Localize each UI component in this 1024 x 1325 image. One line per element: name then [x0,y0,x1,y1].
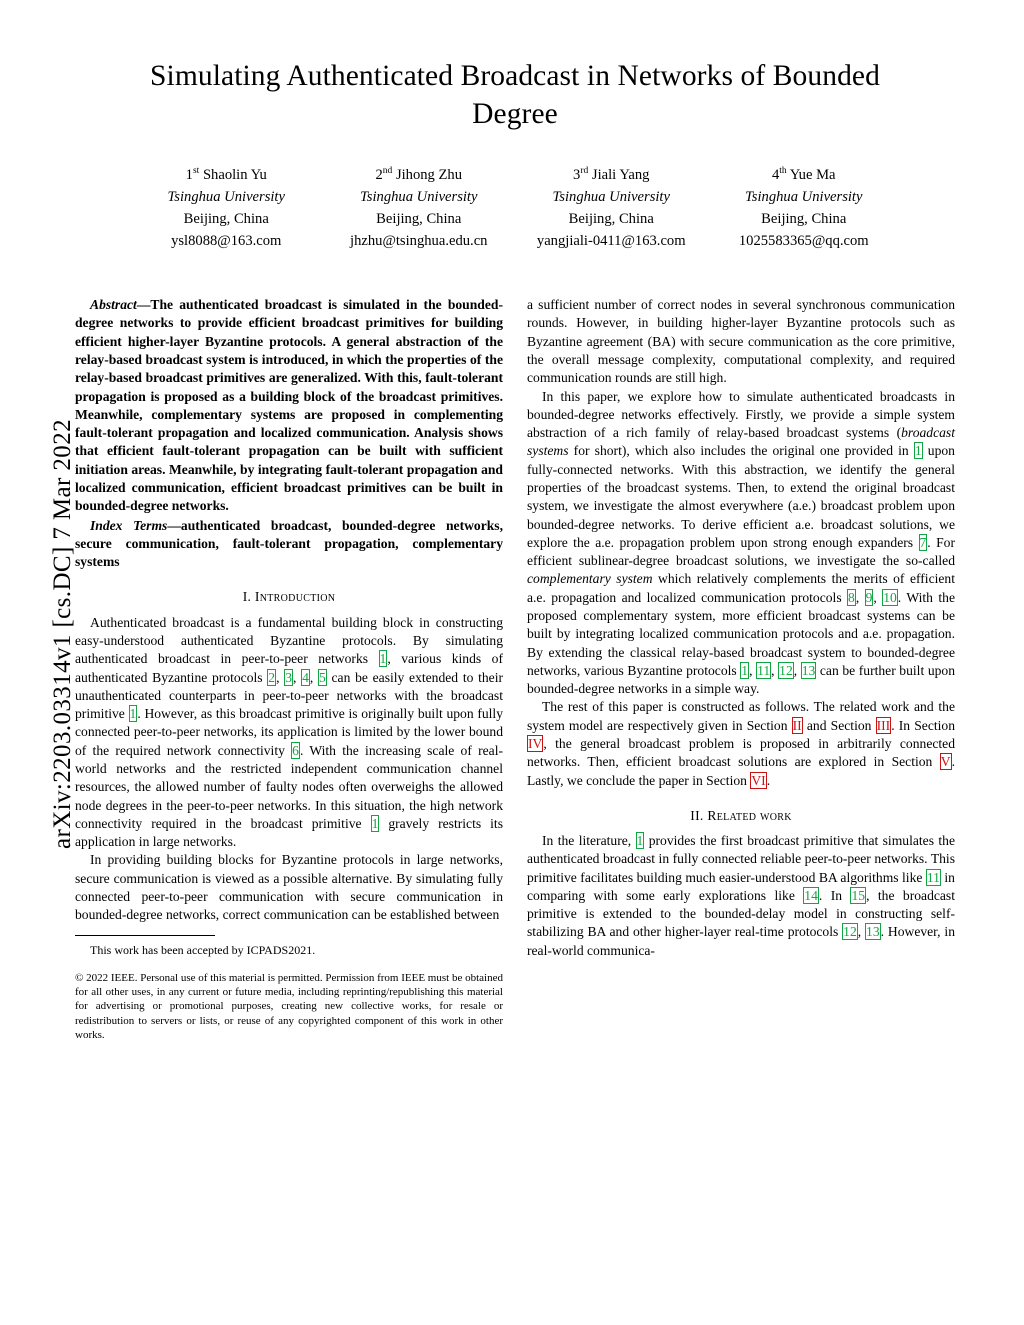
right-column [527,296,955,1042]
citation-link[interactable]: 14 [804,887,818,903]
text-run: In the literature, [542,833,636,849]
citation-link[interactable]: 7 [919,534,927,550]
index-terms [75,517,503,572]
author-block [708,164,901,253]
section-reference-link[interactable]: III [876,717,891,733]
author-email: ysl8088@163.com [171,233,282,250]
body-columns [75,296,955,1042]
author-location: Beijing, China [761,210,847,227]
section-heading-related-work: II. Related work [690,807,792,823]
author-ordinal: 3 [573,166,581,183]
text-run: In this paper, we explore how to simulate authenticated broadcasts in bounded-degree networks effectively. Firstly, we provide a simple system abstraction of a rich family of relay-based broadcast systems ( [527,388,955,441]
author-ordinal-suffix: st [192,165,200,176]
citation-link[interactable]: 12 [843,924,857,940]
abstract-text: —The authenticated broadcast is simulated in the bounded-degree networks to provide efficient broadcast primitives for building efficient higher-layer Byzantine protocols. A general abstraction of the relay-based broadcast system is introduced, in which the properties of the relay-based broadcast primitives are generalized. With this, fault-tolerant propagation is proposed as a building block of the broadcast primitives. Meanwhile, complementary systems are proposed in complementing fault-tolerant propagation and localized communication. Analysis shows that efficient fault-tolerant propagation can be built with sufficient initiation areas. Meanwhile, by integrating fault-tolerant propagation and localized communication, efficient broadcast primitives can be built in bounded-degree networks. [75,297,503,514]
text-run: . [766,772,771,788]
abstract [75,296,503,515]
intro-paragraph-4: In this paper, we explore how to simulate authenticated broadcasts in bounded-degree networks effectively. Firstly, we provide a simple system abstraction of a rich family of relay-based broadcast systems (broadcast systems for short), which also includes the original one provided in 1 upon fully-connected networks. With this abstraction, we identify the general properties of the broadcast systems. Then, to extend the original broadcast system, we investigate the almost everywhere (a.e.) broadcast problem upon bounded-degree networks. To derive efficient a.e. broadcast solutions, we explore the a.e. propagation problem upon strong enough expanders 7. For efficient sublinear-degree broadcast solutions, we investigate the so-called complementary system which relatively complements the merits of efficient a.e. propagation and localized communication protocols 8, 9, 10. With the proposed complementary system, more efficient broadcast systems can be built by integrating localized communication protocols and a.e. propagation. By extending the classical relay-based broadcast system to bounded-degree networks, various Byzantine protocols 1, 11, 12, 13 can be further built upon bounded-degree networks in a simple way. [527,388,956,697]
author-ordinal-name [130,164,323,186]
author-block [515,164,708,253]
citation-link[interactable]: 13 [866,924,880,940]
author-block [130,164,323,253]
citation-link[interactable]: 3 [285,669,292,685]
intro-paragraph-2: In providing building blocks for Byzantine protocols in large networks, secure communication is viewed as a possible alternative. By simulating fully connected peer-to-peer communication with secure communication in bounded-degree networks, correct communication can be established between [75,852,503,923]
author-ordinal-suffix: nd [382,165,393,176]
section-reference-link[interactable]: II [792,717,802,733]
text-run: for short), which also includes the original one provided in [568,443,914,459]
citation-link[interactable]: 11 [926,869,940,885]
text-run: can be easily extended to their unauthenticated counterparts in peer-to-peer networks with the broadcast primitive [75,669,504,722]
citation-link[interactable]: 11 [757,662,771,678]
text-run: upon fully-connected networks. With this abstraction, we identify the general properties of the broadcast systems. Then, to extend the original broadcast system, we investigate the almost everywhere (a.e.) broadcast problem upon bounded-degree networks. To derive efficient a.e. broadcast solutions, we explore the a.e. propagation problem upon strong enough expanders [527,443,955,550]
author-ordinal-name [515,164,708,186]
text-run: . However, as this broadcast primitive is originally built upon fully connected peer-to-peer networks, its application is limited by the lower bound of the required network connectivity [75,706,504,758]
page-title: Simulating Authenticated Broadcast in Networks of Bounded Degree [150,60,880,130]
emphasis-text: complementary system [527,571,653,587]
text-run: . In Section [891,717,955,733]
text-run: provides the first broadcast primitive that simulates the authenticated broadcast in fully connected reliable peer-to-peer networks. This primitive facilitates building much easier-understood BA algorithms like [527,833,955,885]
footnote-divider [75,935,215,936]
footnote-acceptance: This work has been accepted by ICPADS2021. [90,943,316,958]
related-work-paragraph-1: In the literature, 1 provides the first broadcast primitive that simulates the authenticated broadcast in fully connected reliable peer-to-peer networks. This primitive facilitates building much easier-understood BA algorithms like 11 in comparing with some early explorations like 14. In 15, the broadcast primitive is extended to the bounded-delay model in constructing self-stabilizing BA and other higher-layer real-time protocols 12, 13. However, in real-world communica- [527,833,956,958]
paper-content [75,58,955,1042]
author-ordinal: 4 [771,166,780,183]
index-terms-label: Index Terms [90,517,168,533]
section-reference-link[interactable]: V [940,754,951,770]
author-name: Shaolin Yu [202,166,267,183]
author-affiliation: Tsinghua University [552,188,670,205]
text-run: , the general broadcast problem is proposed in arbitrarily connected networks. Then, efficient broadcast solutions are explored in Section [527,735,955,770]
citation-link[interactable]: 10 [883,589,897,605]
text-run: . Lastly, we conclude the paper in Section [527,754,955,788]
citation-link[interactable]: 6 [292,742,299,758]
section-reference-link[interactable]: IV [528,735,543,751]
citation-link[interactable]: 15 [851,887,866,903]
author-affiliation: Tsinghua University [167,188,285,205]
left-column [75,296,503,1042]
author-email: yangjiali-0411@163.com [536,233,686,250]
text-run: . However, in real-world communica- [527,924,955,958]
citation-link[interactable]: 1 [371,815,379,831]
text-run: and Section [802,717,876,733]
author-ordinal-suffix: th [779,165,787,176]
abstract-label: Abstract [90,297,137,313]
citation-link[interactable]: 1 [741,662,749,678]
citation-link[interactable]: 8 [848,589,855,605]
arxiv-stamp: arXiv:2203.03314v1 [cs.DC] 7 Mar 2022 [49,418,76,850]
text-run: which relatively complements the merits of efficient a.e. propagation and localized communication protocols [527,571,955,605]
author-ordinal-name [323,164,516,186]
author-name: Jihong Zhu [395,166,463,183]
text-run: in comparing with some early explorations like [527,869,955,903]
author-affiliation: Tsinghua University [360,188,478,205]
author-location: Beijing, China [183,210,269,227]
text-run: . With the increasing scale of real-world networks and the restricted independent communication channel resources, the allowed number of faulty nodes often overweighs the allowed node degrees in the peer-to-peer networks. In this situation, the high network connectivity required in the broadcast primitive [75,742,503,831]
citation-link[interactable]: 1 [636,833,644,849]
text-run: , various kinds of authenticated Byzantine protocols [75,651,503,685]
text-run: . In [818,887,851,903]
copyright-notice: © 2022 IEEE. Personal use of this material is permitted. Permission from IEEE must be obtained for all other uses, in any current or future media, including reprinting/republishing this material for advertising or promotional purposes, creating new collective works, for resale or redistribution to servers or lists, or reuse of any copyrighted component of this work in other works. [75,971,503,1041]
author-email: 1025583365@qq.com [738,233,869,250]
citation-link[interactable]: 12 [779,662,793,678]
text-run: Authenticated broadcast is a fundamental building block in constructing easy-understood authenticated Byzantine protocols. By simulating authenticated broadcast in peer-to-peer networks [75,614,503,667]
citation-link[interactable]: 9 [865,589,873,605]
index-terms-text: —authenticated broadcast, bounded-degree networks, secure communication, fault-tolerant propagation, complementary systems [75,517,503,570]
citation-link[interactable]: 1 [914,443,922,459]
author-ordinal: 2 [375,166,383,183]
intro-paragraph-1: Authenticated broadcast is a fundamental building block in constructing easy-understood authenticated Byzantine protocols. By simulating authenticated broadcast in peer-to-peer networks 1, various kinds of authenticated Byzantine protocols 2, 3, 4, 5 can be easily extended to their unauthenticated counterparts in peer-to-peer networks with the broadcast primitive 1. However, as this broadcast primitive is originally built upon fully connected peer-to-peer networks, its application is limited by the lower bound of the required network connectivity 6. With the increasing scale of real-world networks and the restricted independent communication channel resources, the allowed number of faulty nodes often overweighs the allowed node degrees in the peer-to-peer networks. In this situation, the high network connectivity required in the broadcast primitive 1 gravely restricts its application in large networks. [75,614,504,850]
citation-link[interactable]: 13 [801,662,816,678]
intro-paragraph-5 [527,698,955,789]
author-name: Jiali Yang [591,166,650,183]
citation-link[interactable]: 2 [268,669,276,685]
text-run: gravely restricts its application in large networks. [75,815,503,850]
author-location: Beijing, China [568,210,654,227]
author-list [75,164,955,253]
section-heading-introduction: I. Introduction [242,589,336,605]
author-email: jhzhu@tsinghua.edu.cn [350,233,488,250]
citation-link[interactable]: 1 [129,706,137,722]
text-run: can be further built upon bounded-degree networks in a simple way. [527,662,956,697]
author-ordinal-name [708,164,901,186]
author-block [323,164,516,253]
author-ordinal: 1 [185,166,193,183]
citation-link[interactable]: 1 [379,651,387,667]
author-ordinal-suffix: rd [580,165,589,176]
text-run: The rest of this paper is constructed as follows. The related work and the system model are respectively given in Section [527,699,955,733]
author-affiliation: Tsinghua University [745,188,863,205]
text-run: , the broadcast primitive is extended to the bounded-delay model in constructing self-stabilizing BA and other higher-layer real-time protocols [527,887,956,940]
citation-link[interactable]: 5 [319,669,326,685]
text-run: . For efficient sublinear-degree broadcast solutions, we investigate the so-called [527,534,955,569]
author-name: Yue Ma [789,166,836,183]
text-run: . With the proposed complementary system, more efficient broadcast systems can be built by integrating localized communication protocols and a.e. propagation. By extending the classical relay-based broadcast system to bounded-degree networks, various Byzantine protocols [527,589,955,678]
intro-paragraph-3: a sufficient number of correct nodes in several synchronous communication rounds. However, in building higher-layer Byzantine protocols such as Byzantine agreement (BA) with secure communication as the core primitive, the overall message complexity, computational complexity, and required communication rounds are still high. [527,297,955,386]
author-location: Beijing, China [376,210,462,227]
section-reference-link[interactable]: VI [751,772,766,788]
citation-link[interactable]: 4 [302,669,309,685]
emphasis-text: broadcast systems [527,425,955,459]
